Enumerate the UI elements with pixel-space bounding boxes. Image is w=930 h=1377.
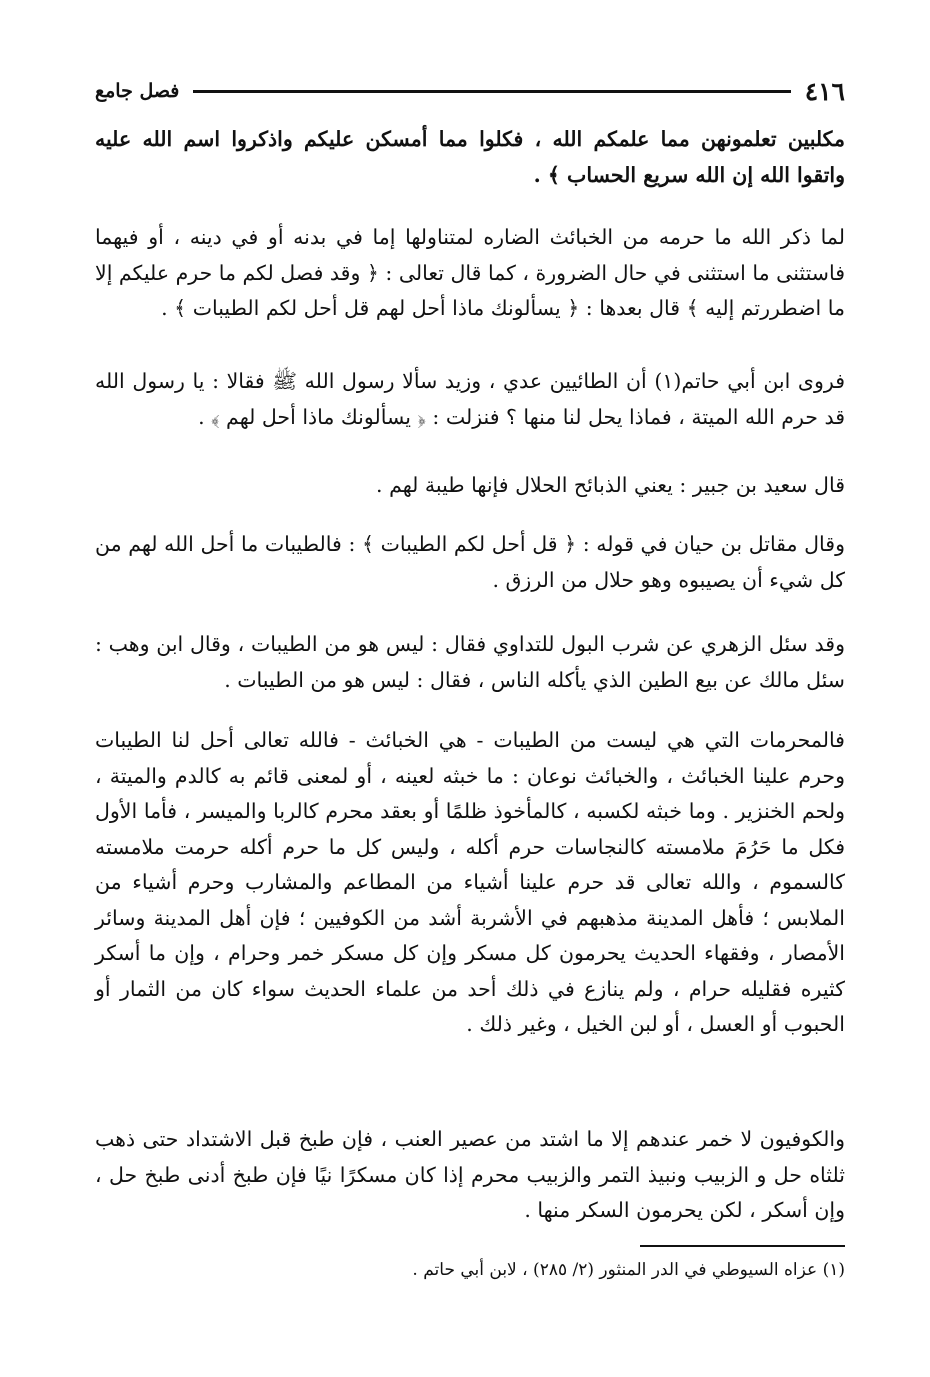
paragraph-verse-continuation: مكلبين تعلمونهن مما علمكم الله ، فكلوا مما أمسكن عليكم واذكروا اسم الله عليه واتقوا الله إن الله سريع الحساب ﴾ .	[95, 127, 845, 187]
paragraph-zuhri: وقد سئل الزهري عن شرب البول للتداوي فقال : ليس هو من الطيبات ، وقال ابن وهب : سئل مالك عن بيع الطين الذي يأكله الناس ، فقال : ليس هو من الطيبات .	[95, 632, 845, 692]
paragraph-muqatil: وقال مقاتل بن حيان في قوله : ﴿ قل أحل لكم الطيبات ﴾ : فالطيبات ما أحل الله لهم من كل شيء أن يصيبوه وهو حلال من الرزق .	[95, 532, 845, 592]
footnote-rule	[640, 1245, 845, 1247]
footnote: (١) عزاه السيوطي في الدر المنثور (٢/ ٢٨٥) ، لابن أبي حاتم .	[412, 1260, 845, 1280]
section-title: فصل جامع	[95, 80, 180, 102]
paragraph-kufiyyun: والكوفيون لا خمر عندهم إلا ما اشتد من عصير العنب ، فإن طبخ قبل الاشتداد حتى ذهب ثلثاه حل و الزبيب ونبيذ التمر والزبيب محرم إذا كان مسكرًا نيًا فإن طبخ أدنى طبخ حل ، وإن أسكر ، لكن يحرمون السكر منها .	[95, 1127, 845, 1222]
book-page	[95, 70, 845, 1280]
page-header	[95, 70, 845, 112]
paragraph-intro: لما ذكر الله ما حرمه من الخبائث الضاره لمتناولها إما في بدنه أو في دينه ، أو فيهما فاستثنى ما استثنى في حال الضرورة ، كما قال تعالى : ﴿ وقد فصل لكم ما حرم عليكم إلا ما اضطررتم إليه ﴾ قال بعدها : ﴿ يسألونك ماذا أحل لهم قل أحل لكم الطيبات ﴾ .	[95, 225, 845, 320]
paragraph-ibn-abi-hatim: فروى ابن أبي حاتم(١) أن الطائيين عدي ، وزيد سألا رسول الله ﷺ فقالا : يا رسول الله قد حرم الله الميتة ، فماذا يحل لنا منها ؟ فنزلت : ﴿ يسألونك ماذا أحل لهم ﴾ .	[95, 369, 845, 429]
header-rule	[193, 90, 790, 93]
page-number: ٤١٦	[804, 76, 845, 106]
paragraph-muharramat: فالمحرمات التي هي ليست من الطيبات - هي الخبائث - فالله تعالى أحل لنا الطيبات وحرم علينا الخبائث ، والخبائث نوعان : ما خبثه لعينه ، أو لمعنى قائم به كالدم والميتة ، ولحم الخنزير . وما خبثه لكسبه ، كالمأخوذ ظلمًا أو بعقد محرم كالربا والميسر ، فأما الأول فكل ما حَرُمَ ملامسته كالنجاسات حرم أكله ، وليس كل ما حرم أكله حرمت ملامسته كالسموم ، والله تعالى قد حرم علينا أشياء من المطاعم والمشارب وحرم أشياء من الملابس ؛ فأهل المدينة مذهبهم في الأشربة أشد من الكوفيين ؛ فإن أهل المدينة وسائر الأمصار ، وفقهاء الحديث يحرمون كل مسكر وإن كل مسكر خمر وحرام ، وإن ما أسكر كثيره فقليله حرام ، ولم ينازع في ذلك أحد من علماء الحديث سواء كان من الثمار أو الحبوب أو العسل ، أو لبن الخيل ، وغير ذلك .	[95, 728, 845, 1036]
paragraph-said-ibn-jubayr: قال سعيد بن جبير : يعني الذبائح الحلال فإنها طيبة لهم .	[376, 473, 845, 497]
